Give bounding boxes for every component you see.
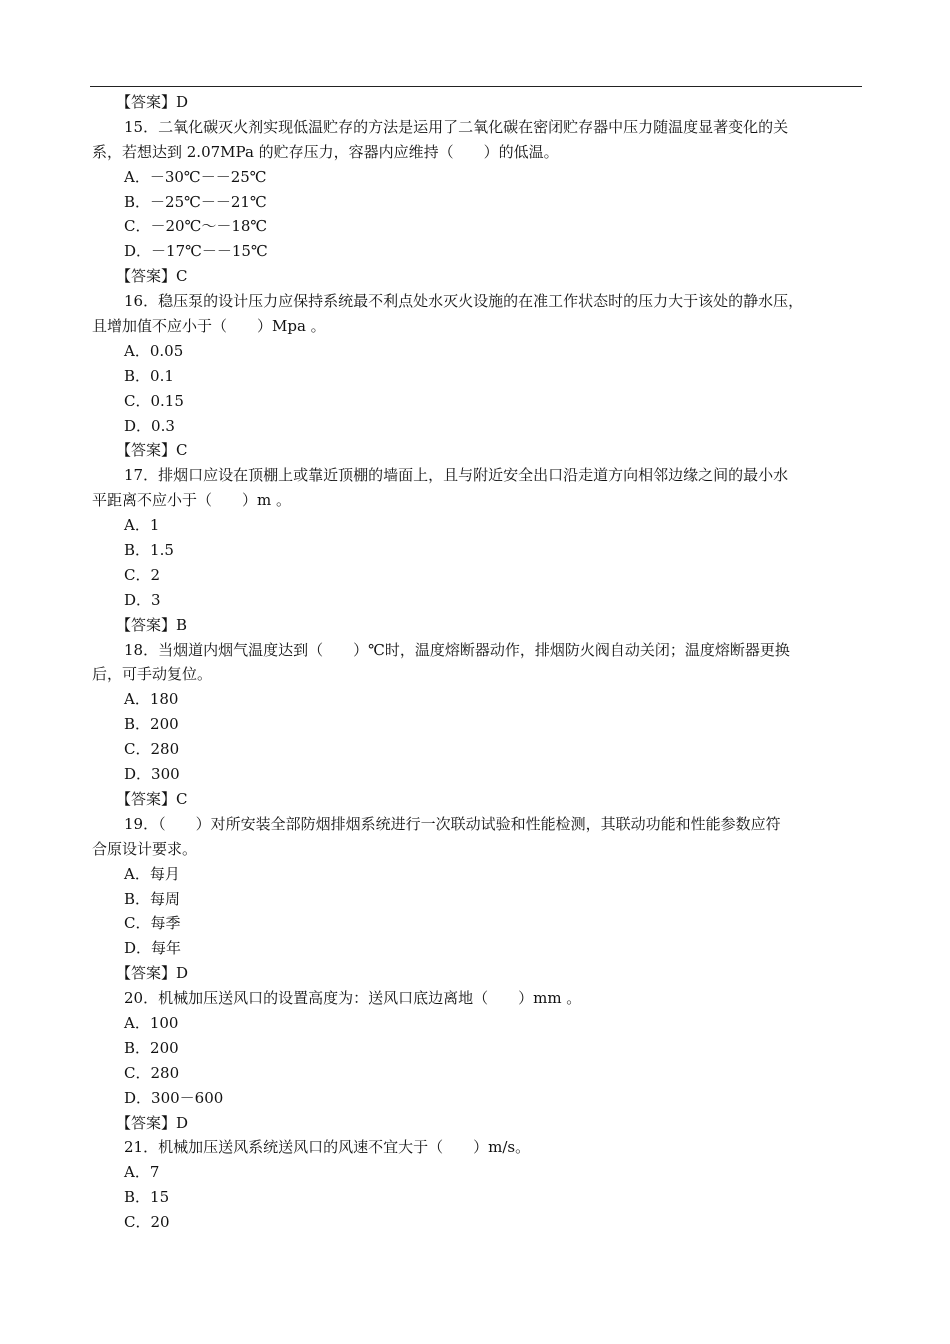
- document-body: [92, 90, 862, 1235]
- question-21: 21．机械加压送风系统送风口的风速不宜大于（ ）m/s。: [124, 1138, 531, 1157]
- option-line: D．0.3: [124, 416, 175, 435]
- option-line: C．20: [124, 1213, 170, 1232]
- question-16: 16．稳压泵的设计压力应保持系统最不利点处水灭火设施的在准工作状态时的压力大于该处的静水压，: [124, 292, 804, 311]
- question-16-continued: 且增加值不应小于（ ）Mpa 。: [92, 317, 326, 336]
- header-rule: [90, 86, 862, 87]
- option-line: A．0.05: [124, 341, 184, 360]
- question-17: 17．排烟口应设在顶棚上或靠近顶棚的墙面上，且与附近安全出口沿走道方向相邻边缘之间的最小水: [124, 466, 789, 485]
- question-18: 18．当烟道内烟气温度达到（ ）℃时，温度熔断器动作，排烟防火阀自动关闭；温度熔断器更换: [124, 640, 790, 659]
- option-line: D．－17℃－－15℃: [124, 242, 268, 261]
- option-line: D．300: [124, 765, 180, 784]
- question-15-continued: 系，若想达到 2.07MPa 的贮存压力，容器内应维持（ ）的低温。: [92, 142, 559, 161]
- option-line: B．0.1: [124, 366, 174, 385]
- answer-line: 【答案】C: [116, 441, 188, 460]
- question-19-continued: 合原设计要求。: [92, 839, 198, 858]
- option-line: B．－25℃－－21℃: [124, 192, 267, 211]
- question-15: 15．二氧化碳灭火剂实现低温贮存的方法是运用了二氧化碳在密闭贮存器中压力随温度显著变化的关: [124, 117, 789, 136]
- answer-line: 【答案】C: [116, 789, 188, 808]
- option-line: A．180: [124, 690, 179, 709]
- option-line: D．3: [124, 590, 161, 609]
- option-line: A．7: [124, 1163, 160, 1182]
- question-19: 19．（ ）对所安装全部防烟排烟系统进行一次联动试验和性能检测，其联动功能和性能参数应符: [124, 814, 781, 833]
- question-20: 20．机械加压送风口的设置高度为：送风口底边离地（ ）mm 。: [124, 989, 582, 1008]
- option-line: C．280: [124, 1063, 180, 1082]
- option-line: A．－30℃－－25℃: [124, 167, 267, 186]
- question-17-continued: 平距离不应小于（ ）m 。: [92, 491, 291, 510]
- option-line: B．1.5: [124, 541, 174, 560]
- option-line: C．每季: [124, 914, 181, 933]
- answer-line: 【答案】D: [116, 1113, 189, 1132]
- option-line: B．15: [124, 1188, 170, 1207]
- answer-line: 【答案】C: [116, 267, 188, 286]
- answer-line: 【答案】D: [116, 93, 189, 111]
- option-line: C．280: [124, 740, 180, 759]
- option-line: C．0.15: [124, 391, 184, 410]
- option-line: B．每周: [124, 889, 181, 908]
- answer-line: 【答案】B: [116, 615, 188, 634]
- option-line: C．－20℃～－18℃: [124, 217, 268, 236]
- option-line: B．200: [124, 1038, 179, 1057]
- option-line: A．1: [124, 516, 160, 535]
- option-line: D．每年: [124, 939, 182, 958]
- option-line: B．200: [124, 715, 179, 734]
- option-line: D．300－600: [124, 1088, 224, 1107]
- question-18-continued: 后，可手动复位。: [92, 665, 213, 684]
- option-line: A．100: [124, 1013, 179, 1032]
- option-line: A．每月: [124, 864, 180, 883]
- answer-line: 【答案】D: [116, 964, 189, 983]
- option-line: C．2: [124, 565, 161, 584]
